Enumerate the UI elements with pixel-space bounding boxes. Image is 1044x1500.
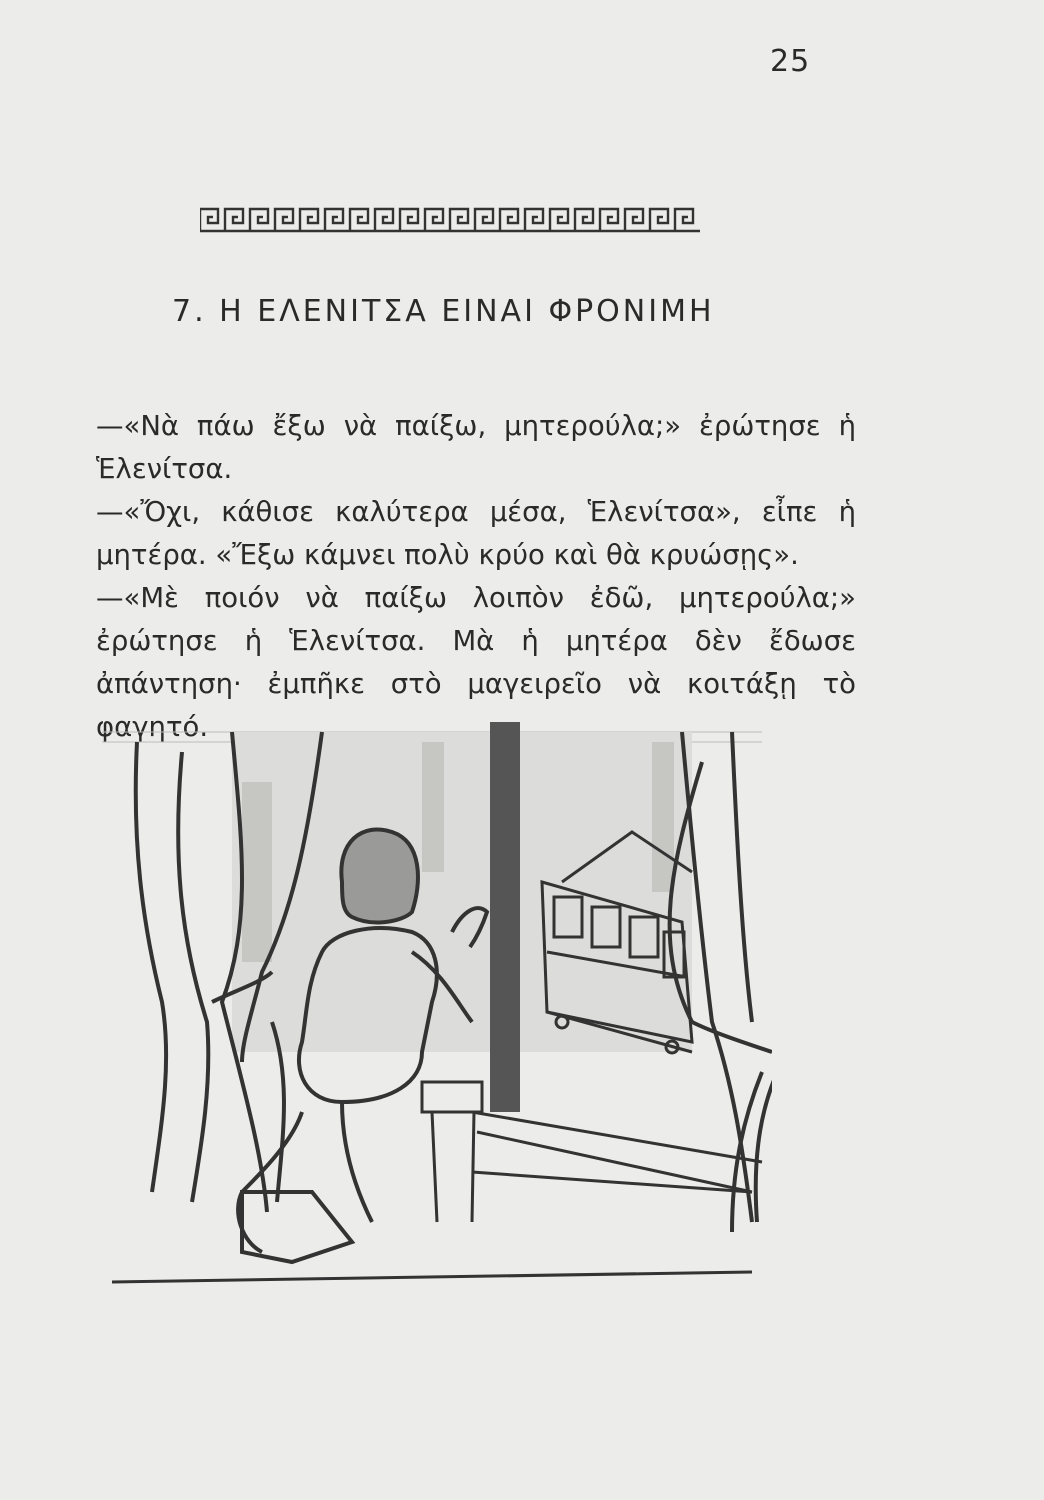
chapter-title: 7. Η ΕΛΕΝΙΤΣΑ ΕΙΝΑΙ ΦΡΟΝΙΜΗ <box>172 294 715 329</box>
greek-key-ornament <box>200 205 700 235</box>
body-text <box>96 405 856 749</box>
illustration-girl-at-window <box>92 722 772 1294</box>
paragraph: —«Ὄχι, κάθισε καλύτερα μέσα, Ἑλενίτσα», εἶπε ἡ μητέρα. «Ἔξω κάμνει πολὺ κρύο καὶ θὰ κρυώσῃς». <box>96 496 856 571</box>
paragraph: —«Μὲ ποιόν νὰ παίξω λοιπὸν ἐδῶ, μητερούλα;» ἐρώτησε ἡ Ἑλενίτσα. Μὰ ἡ μητέρα δὲν ἔδωσε ἀπάντηση· ἐμπῆκε στὸ μαγειρεῖο νὰ κοιτάξῃ τὸ φαγητό. <box>96 582 856 743</box>
stool <box>422 1082 482 1222</box>
paragraph: —«Νὰ πάω ἔξω νὰ παίξω, μητερούλα;» ἐρώτησε ἡ Ἑλενίτσα. <box>96 410 856 485</box>
page-number: 25 <box>770 44 811 79</box>
